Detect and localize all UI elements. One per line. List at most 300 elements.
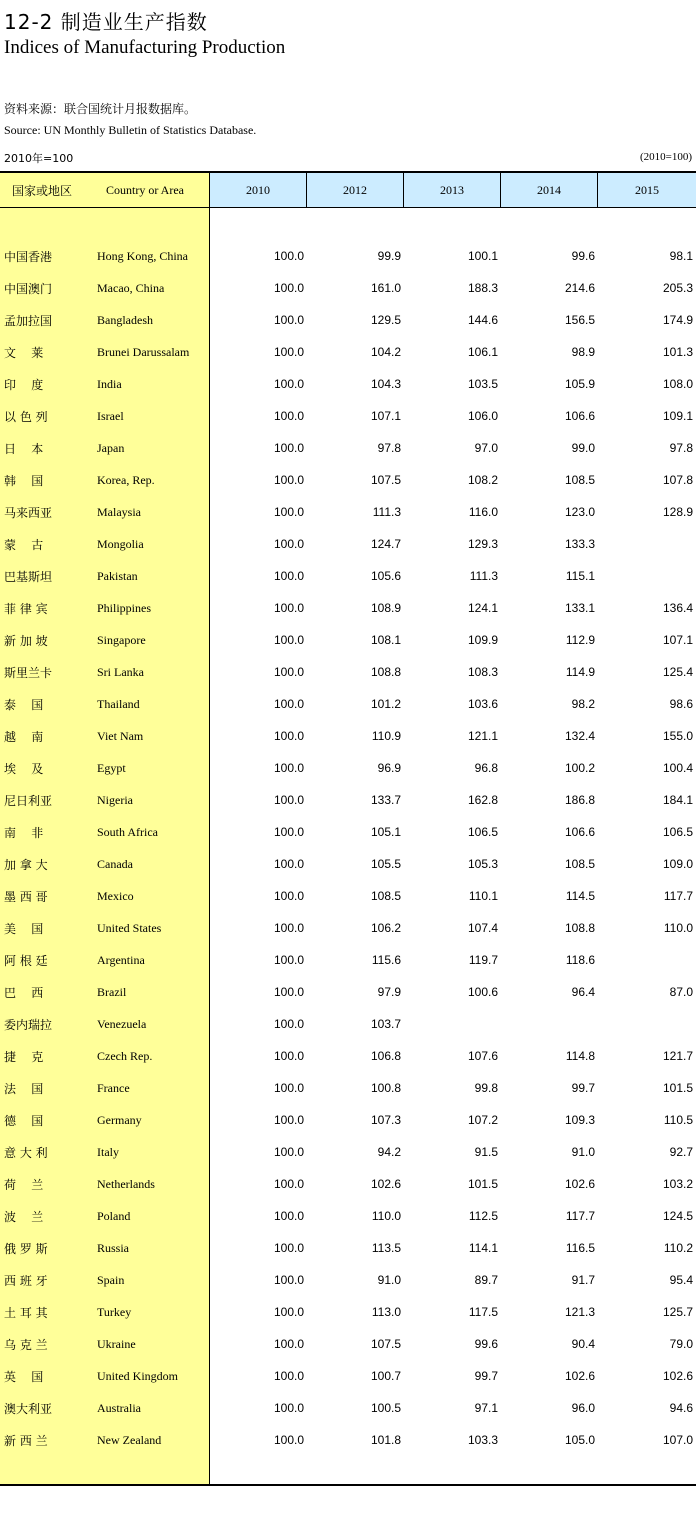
- index-value: 100.8: [370, 1081, 401, 1095]
- index-value: 100.0: [273, 665, 304, 679]
- country-name-cn: 法 国: [4, 1081, 44, 1096]
- index-value: 107.0: [662, 1433, 693, 1447]
- index-value: 100.0: [273, 889, 304, 903]
- index-value: 96.9: [377, 761, 401, 775]
- index-value: 117.5: [468, 1305, 498, 1319]
- index-value: 108.2: [467, 473, 498, 487]
- index-value: 91.5: [474, 1145, 498, 1159]
- index-value: 107.1: [370, 409, 401, 423]
- country-name-cn: 荷 兰: [4, 1177, 44, 1192]
- header-country-cn: 国家或地区: [0, 173, 92, 207]
- table-row: [0, 880, 696, 912]
- table-body: [0, 240, 696, 1456]
- index-value: 123.0: [564, 505, 595, 519]
- country-name-cn: 孟加拉国: [4, 313, 53, 328]
- base-year-cn: 2010年=100: [4, 152, 74, 165]
- header-year: 2013: [404, 173, 501, 207]
- page-title-cn: 12-2 制造业生产指数: [4, 10, 208, 34]
- country-name-en: Netherlands: [97, 1176, 155, 1191]
- index-value: 100.0: [273, 1273, 304, 1287]
- index-value: 100.0: [273, 1017, 304, 1031]
- country-name-en: Egypt: [97, 760, 126, 775]
- table-row: [0, 1232, 696, 1264]
- table-row: [0, 1392, 696, 1424]
- page-title-en: Indices of Manufacturing Production: [4, 37, 286, 58]
- country-name-cn: 文 莱: [4, 345, 44, 360]
- index-value: 100.1: [467, 249, 498, 263]
- country-name-cn: 越 南: [4, 729, 44, 744]
- table-row: [0, 1168, 696, 1200]
- index-value: 100.0: [273, 1433, 304, 1447]
- index-value: 90.4: [571, 1337, 595, 1351]
- index-value: 121.3: [564, 1305, 595, 1319]
- index-value: 117.7: [565, 1209, 595, 1223]
- index-value: 102.6: [564, 1369, 595, 1383]
- country-name-en: Mexico: [97, 888, 134, 903]
- table-row: [0, 464, 696, 496]
- country-name-en: Nigeria: [97, 792, 133, 807]
- country-name-en: Brunei Darussalam: [97, 344, 190, 359]
- index-value: 115.6: [371, 953, 401, 967]
- index-value: 109.9: [467, 633, 498, 647]
- index-value: 132.4: [564, 729, 595, 743]
- index-value: 91.0: [571, 1145, 595, 1159]
- index-value: 102.6: [564, 1177, 595, 1191]
- country-name-cn: 南 非: [4, 825, 44, 840]
- header-year: 2014: [501, 173, 598, 207]
- index-value: 112.5: [468, 1209, 498, 1223]
- table-row: [0, 560, 696, 592]
- table-row: [0, 688, 696, 720]
- index-value: 107.4: [467, 921, 498, 935]
- country-name-en: United Kingdom: [97, 1368, 178, 1383]
- index-value: 105.5: [370, 857, 401, 871]
- index-value: 107.8: [662, 473, 693, 487]
- table-row: [0, 944, 696, 976]
- country-name-en: Australia: [97, 1400, 141, 1415]
- country-name-cn: 阿 根 廷: [4, 953, 48, 968]
- index-value: 100.0: [273, 633, 304, 647]
- source-note-cn: 资料来源：联合国统计月报数据库。: [4, 102, 197, 116]
- index-value: 100.0: [273, 569, 304, 583]
- country-name-en: Germany: [97, 1112, 142, 1127]
- table-row: [0, 1264, 696, 1296]
- index-value: 105.9: [564, 377, 595, 391]
- index-value: 100.0: [273, 729, 304, 743]
- table-row: [0, 912, 696, 944]
- table-row: [0, 1328, 696, 1360]
- country-name-cn: 巴基斯坦: [4, 569, 53, 584]
- index-value: 100.0: [273, 345, 304, 359]
- index-value: 124.5: [662, 1209, 693, 1223]
- index-value: 100.0: [273, 761, 304, 775]
- index-value: 125.7: [662, 1305, 693, 1319]
- index-value: 91.0: [377, 1273, 401, 1287]
- index-value: 121.1: [467, 729, 498, 743]
- country-name-cn: 德 国: [4, 1113, 44, 1128]
- index-value: 95.4: [669, 1273, 693, 1287]
- header-year: 2012: [307, 173, 404, 207]
- index-value: 107.3: [370, 1113, 401, 1127]
- index-value: 106.6: [564, 409, 595, 423]
- country-name-en: France: [97, 1080, 130, 1095]
- index-value: 114.8: [565, 1049, 595, 1063]
- table-row: [0, 1072, 696, 1104]
- table-row: [0, 752, 696, 784]
- index-value: 108.9: [370, 601, 401, 615]
- index-value: 100.0: [273, 1081, 304, 1095]
- country-name-cn: 日 本: [4, 441, 44, 456]
- index-value: 133.7: [370, 793, 401, 807]
- index-value: 100.0: [273, 1049, 304, 1063]
- index-value: 100.0: [273, 921, 304, 935]
- index-value: 100.5: [370, 1401, 401, 1415]
- index-value: 105.1: [370, 825, 401, 839]
- index-value: 100.4: [662, 761, 693, 775]
- index-value: 100.0: [273, 1401, 304, 1415]
- index-value: 105.3: [467, 857, 498, 871]
- index-value: 100.0: [273, 857, 304, 871]
- country-name-en: Bangladesh: [97, 312, 153, 327]
- country-name-cn: 埃 及: [4, 761, 44, 776]
- country-name-en: Turkey: [97, 1304, 132, 1319]
- table-header-row: [0, 173, 696, 208]
- index-value: 121.7: [662, 1049, 693, 1063]
- index-value: 107.1: [662, 633, 693, 647]
- index-value: 99.6: [474, 1337, 498, 1351]
- country-name-en: Spain: [97, 1272, 125, 1287]
- country-name-cn: 印 度: [4, 377, 44, 392]
- index-value: 100.0: [273, 377, 304, 391]
- country-name-cn: 斯里兰卡: [4, 665, 53, 680]
- country-name-cn: 美 国: [4, 921, 44, 936]
- country-name-cn: 土 耳 其: [4, 1305, 48, 1320]
- table-row: [0, 1040, 696, 1072]
- country-name-cn: 墨 西 哥: [4, 889, 48, 904]
- index-value: 101.5: [662, 1081, 693, 1095]
- index-value: 97.9: [377, 985, 401, 999]
- index-value: 106.5: [467, 825, 498, 839]
- index-value: 106.6: [564, 825, 595, 839]
- index-value: 100.0: [273, 1337, 304, 1351]
- index-value: 100.0: [273, 1177, 304, 1191]
- index-value: 87.0: [669, 985, 693, 999]
- index-value: 109.0: [662, 857, 693, 871]
- country-name-en: South Africa: [97, 824, 158, 839]
- country-name-en: Singapore: [97, 632, 146, 647]
- country-name-cn: 蒙 古: [4, 537, 44, 552]
- index-value: 114.5: [565, 889, 595, 903]
- country-name-cn: 西 班 牙: [4, 1273, 48, 1288]
- table-row: [0, 496, 696, 528]
- index-value: 133.3: [564, 537, 595, 551]
- country-name-cn: 委内瑞拉: [4, 1017, 53, 1032]
- header-country-en: Country or Area: [92, 173, 210, 207]
- index-value: 107.5: [370, 1337, 401, 1351]
- country-name-cn: 菲 律 宾: [4, 601, 48, 616]
- index-value: 100.0: [273, 793, 304, 807]
- index-value: 100.0: [273, 1241, 304, 1255]
- table-row: [0, 1424, 696, 1456]
- table-row: [0, 1136, 696, 1168]
- index-value: 89.7: [474, 1273, 498, 1287]
- country-name-en: Japan: [97, 440, 125, 455]
- country-name-en: Viet Nam: [97, 728, 144, 743]
- index-value: 108.3: [467, 665, 498, 679]
- index-value: 186.8: [564, 793, 595, 807]
- country-name-en: Malaysia: [97, 504, 141, 519]
- index-value: 112.9: [565, 633, 595, 647]
- index-value: 100.2: [564, 761, 595, 775]
- country-name-cn: 马来西亚: [4, 505, 53, 520]
- index-value: 114.1: [468, 1241, 498, 1255]
- index-value: 103.6: [467, 697, 498, 711]
- index-value: 101.2: [370, 697, 401, 711]
- index-value: 117.7: [663, 889, 693, 903]
- index-value: 115.1: [565, 569, 595, 583]
- index-value: 162.8: [467, 793, 498, 807]
- index-value: 184.1: [662, 793, 693, 807]
- index-value: 96.0: [571, 1401, 595, 1415]
- index-value: 110.0: [663, 921, 693, 935]
- index-value: 100.0: [273, 1113, 304, 1127]
- index-value: 100.6: [467, 985, 498, 999]
- index-value: 105.0: [564, 1433, 595, 1447]
- table-row: [0, 1360, 696, 1392]
- index-value: 94.6: [669, 1401, 693, 1415]
- index-value: 100.0: [273, 281, 304, 295]
- index-value: 107.6: [467, 1049, 498, 1063]
- table-row: [0, 848, 696, 880]
- country-name-cn: 韩 国: [4, 473, 44, 488]
- index-value: 110.9: [371, 729, 401, 743]
- index-value: 100.0: [273, 825, 304, 839]
- index-value: 105.6: [370, 569, 401, 583]
- country-name-en: Hong Kong, China: [97, 248, 188, 263]
- index-value: 124.7: [370, 537, 401, 551]
- table-row: [0, 272, 696, 304]
- country-name-cn: 加 拿 大: [4, 857, 48, 872]
- index-value: 111.3: [372, 505, 401, 519]
- index-value: 100.0: [273, 1145, 304, 1159]
- country-name-en: Mongolia: [97, 536, 144, 551]
- index-value: 100.0: [273, 313, 304, 327]
- table-row: [0, 816, 696, 848]
- index-value: 100.0: [273, 1209, 304, 1223]
- table-row: [0, 1008, 696, 1040]
- index-value: 104.2: [370, 345, 401, 359]
- index-value: 103.3: [467, 1433, 498, 1447]
- index-value: 102.6: [370, 1177, 401, 1191]
- header-year: 2010: [210, 173, 307, 207]
- table-row: [0, 784, 696, 816]
- index-value: 100.7: [370, 1369, 401, 1383]
- table-row: [0, 368, 696, 400]
- index-value: 118.6: [565, 953, 595, 967]
- index-value: 104.3: [370, 377, 401, 391]
- table-row: [0, 656, 696, 688]
- index-value: 100.0: [273, 985, 304, 999]
- index-value: 155.0: [662, 729, 693, 743]
- index-value: 129.5: [370, 313, 401, 327]
- index-value: 106.2: [370, 921, 401, 935]
- index-value: 97.0: [474, 441, 498, 455]
- index-value: 103.5: [467, 377, 498, 391]
- table-row: [0, 336, 696, 368]
- index-value: 99.0: [571, 441, 595, 455]
- index-value: 108.8: [564, 921, 595, 935]
- table-row: [0, 976, 696, 1008]
- table-row: [0, 304, 696, 336]
- country-name-en: Poland: [97, 1208, 131, 1223]
- table-row: [0, 1200, 696, 1232]
- index-value: 102.6: [662, 1369, 693, 1383]
- country-name-en: Thailand: [97, 696, 140, 711]
- index-value: 125.4: [662, 665, 693, 679]
- base-year-en: (2010=100): [639, 151, 692, 163]
- country-name-en: Ukraine: [97, 1336, 136, 1351]
- country-name-en: Sri Lanka: [97, 664, 144, 679]
- table-row: [0, 592, 696, 624]
- index-value: 113.5: [371, 1241, 401, 1255]
- table-row: [0, 400, 696, 432]
- country-name-en: Canada: [97, 856, 133, 871]
- index-value: 156.5: [564, 313, 595, 327]
- country-name-en: Czech Rep.: [97, 1048, 153, 1063]
- index-value: 99.9: [377, 249, 401, 263]
- country-name-en: Argentina: [97, 952, 145, 967]
- index-value: 133.1: [564, 601, 595, 615]
- country-name-en: Israel: [97, 408, 124, 423]
- index-value: 97.1: [474, 1401, 498, 1415]
- index-value: 98.2: [571, 697, 595, 711]
- index-value: 98.6: [669, 697, 693, 711]
- index-value: 99.8: [474, 1081, 498, 1095]
- country-name-cn: 澳大利亚: [4, 1401, 53, 1416]
- index-value: 101.3: [662, 345, 693, 359]
- index-value: 91.7: [571, 1273, 595, 1287]
- index-value: 100.0: [273, 1305, 304, 1319]
- country-name-cn: 以 色 列: [4, 409, 48, 424]
- country-name-cn: 英 国: [4, 1369, 44, 1384]
- index-value: 98.1: [669, 249, 693, 263]
- country-name-cn: 捷 克: [4, 1049, 44, 1064]
- index-value: 96.8: [474, 761, 498, 775]
- country-name-cn: 泰 国: [4, 697, 44, 712]
- index-value: 106.1: [467, 345, 498, 359]
- country-name-cn: 尼日利亚: [4, 793, 53, 808]
- country-name-en: Russia: [97, 1240, 130, 1255]
- index-value: 124.1: [467, 601, 498, 615]
- index-value: 79.0: [669, 1337, 693, 1351]
- index-value: 113.0: [371, 1305, 401, 1319]
- index-value: 100.0: [273, 505, 304, 519]
- index-value: 111.3: [469, 569, 498, 583]
- index-value: 116.0: [468, 505, 498, 519]
- index-value: 119.7: [468, 953, 498, 967]
- country-name-cn: 巴 西: [4, 985, 44, 1000]
- index-value: 174.9: [662, 313, 693, 327]
- index-value: 100.0: [273, 473, 304, 487]
- country-name-en: Macao, China: [97, 280, 165, 295]
- index-value: 109.1: [662, 409, 693, 423]
- country-name-cn: 俄 罗 斯: [4, 1241, 48, 1256]
- index-value: 188.3: [467, 281, 498, 295]
- index-value: 114.9: [565, 665, 595, 679]
- index-value: 108.1: [370, 633, 401, 647]
- country-name-cn: 中国香港: [4, 249, 53, 264]
- country-name-en: Venezuela: [97, 1016, 147, 1031]
- index-value: 101.5: [467, 1177, 498, 1191]
- country-name-cn: 乌 克 兰: [4, 1337, 48, 1352]
- country-name-cn: 意 大 利: [4, 1145, 48, 1160]
- index-value: 205.3: [662, 281, 693, 295]
- index-value: 108.8: [370, 665, 401, 679]
- country-name-en: Korea, Rep.: [97, 472, 155, 487]
- index-value: 97.8: [377, 441, 401, 455]
- table-row: [0, 528, 696, 560]
- country-name-en: Pakistan: [97, 568, 138, 583]
- index-value: 98.9: [571, 345, 595, 359]
- index-value: 100.0: [273, 1369, 304, 1383]
- index-value: 107.5: [370, 473, 401, 487]
- country-name-cn: 新 加 坡: [4, 633, 48, 648]
- index-value: 100.0: [273, 441, 304, 455]
- country-name-en: Philippines: [97, 600, 152, 615]
- index-value: 94.2: [377, 1145, 401, 1159]
- index-value: 129.3: [467, 537, 498, 551]
- index-value: 100.0: [273, 953, 304, 967]
- country-name-en: Italy: [97, 1144, 119, 1159]
- country-name-en: United States: [97, 920, 162, 935]
- table-row: [0, 720, 696, 752]
- index-value: 106.5: [662, 825, 693, 839]
- table-row: [0, 1104, 696, 1136]
- index-value: 97.8: [669, 441, 693, 455]
- index-value: 214.6: [564, 281, 595, 295]
- table-row: [0, 1296, 696, 1328]
- index-value: 108.5: [370, 889, 401, 903]
- index-value: 101.8: [370, 1433, 401, 1447]
- index-value: 128.9: [662, 505, 693, 519]
- table-row: [0, 432, 696, 464]
- index-value: 99.7: [571, 1081, 595, 1095]
- index-value: 100.0: [273, 409, 304, 423]
- index-value: 110.1: [468, 889, 498, 903]
- index-value: 116.5: [565, 1241, 595, 1255]
- index-value: 96.4: [571, 985, 595, 999]
- index-value: 103.2: [662, 1177, 693, 1191]
- index-value: 106.0: [467, 409, 498, 423]
- country-name-en: India: [97, 376, 122, 391]
- index-value: 103.7: [370, 1017, 401, 1031]
- index-value: 110.5: [663, 1113, 693, 1127]
- index-value: 110.2: [663, 1241, 693, 1255]
- index-value: 107.2: [467, 1113, 498, 1127]
- index-value: 108.5: [564, 473, 595, 487]
- country-name-cn: 波 兰: [4, 1209, 44, 1224]
- index-value: 100.0: [273, 537, 304, 551]
- index-value: 100.0: [273, 697, 304, 711]
- country-name-en: New Zealand: [97, 1432, 162, 1447]
- index-value: 100.0: [273, 249, 304, 263]
- country-name-cn: 中国澳门: [4, 281, 53, 296]
- header-year: 2015: [598, 173, 696, 207]
- index-value: 136.4: [662, 601, 693, 615]
- index-value: 110.0: [371, 1209, 401, 1223]
- index-value: 92.7: [669, 1145, 693, 1159]
- table-row: [0, 240, 696, 272]
